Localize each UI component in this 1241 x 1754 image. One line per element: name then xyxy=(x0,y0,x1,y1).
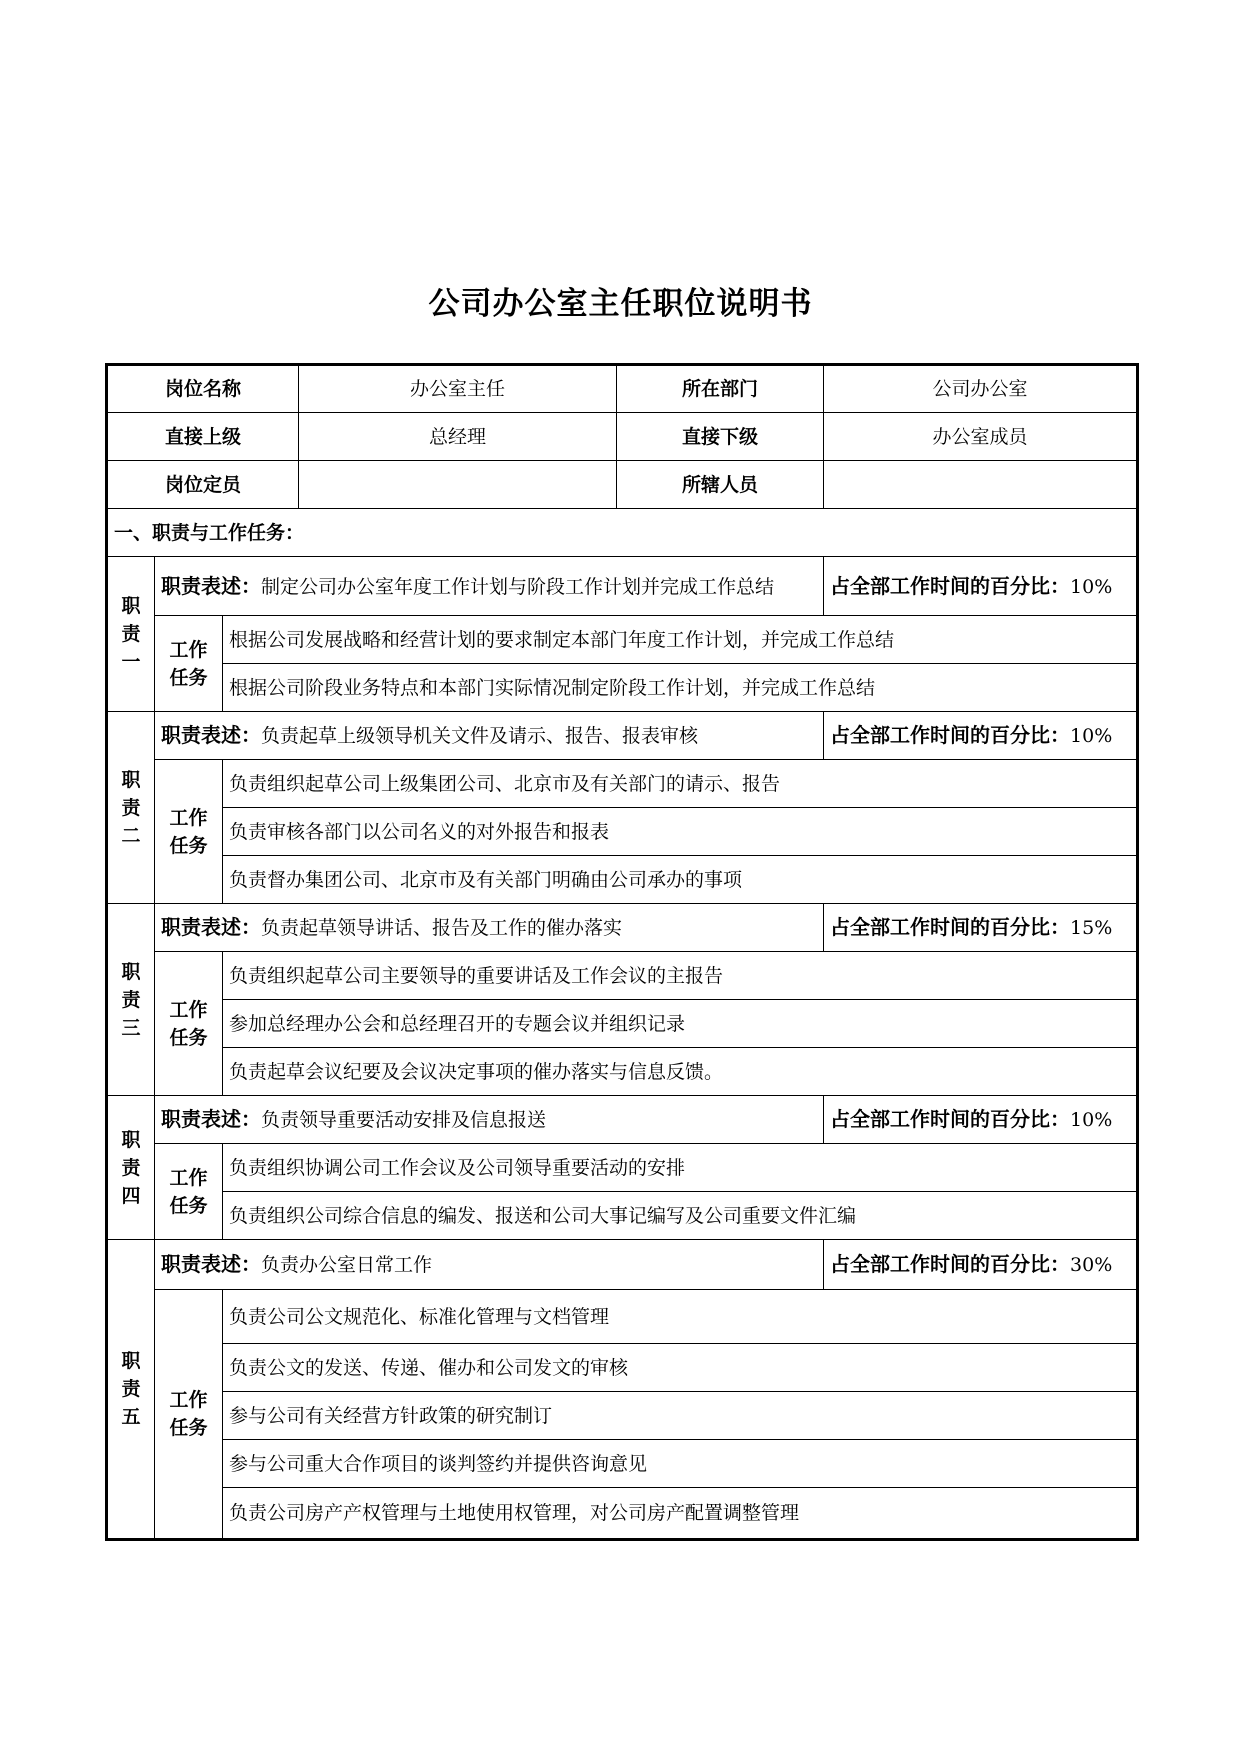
duty-5-task-1: 负责公司公文规范化、标准化管理与文档管理 xyxy=(223,1290,1138,1344)
duty-4-desc-cell xyxy=(155,1096,824,1144)
label-position: 岗位名称 xyxy=(107,365,299,413)
job-description-table xyxy=(105,363,1139,1541)
label-superior: 直接上级 xyxy=(107,413,299,461)
duty-3-task-row xyxy=(107,952,1138,1000)
duty-4-pct: 10% xyxy=(1070,1109,1113,1131)
duty-5-tasks-label xyxy=(155,1290,223,1540)
duty-2-task-row xyxy=(107,808,1138,856)
duty-4-desc: 负责领导重要活动安排及信息报送 xyxy=(261,1109,547,1131)
duty-3-tasks-label-text: 工作任务 xyxy=(169,998,208,1049)
duty-1-tasks-label xyxy=(155,616,223,712)
label-subordinate: 直接下级 xyxy=(617,413,824,461)
duty-4-task-row xyxy=(107,1144,1138,1192)
duty-4-task-1: 负责组织协调公司工作会议及公司领导重要活动的安排 xyxy=(223,1144,1138,1192)
section-row xyxy=(107,509,1138,557)
duty-2-pct: 10% xyxy=(1070,725,1113,747)
duty-3-task-row xyxy=(107,1048,1138,1096)
value-position: 办公室主任 xyxy=(299,365,617,413)
duty-5-task-4: 参与公司重大合作项目的谈判签约并提供咨询意见 xyxy=(223,1440,1138,1488)
duty-5-desc-label: 职责表述： xyxy=(161,1252,261,1276)
duty-5-name-text: 职责五 xyxy=(121,1350,141,1428)
duty-3-pct: 15% xyxy=(1070,917,1113,939)
label-staff: 所辖人员 xyxy=(617,461,824,509)
header-row-1 xyxy=(107,365,1138,413)
page-title: 公司办公室主任职位说明书 xyxy=(428,286,813,322)
duty-5-task-row xyxy=(107,1392,1138,1440)
duty-5-task-row xyxy=(107,1344,1138,1392)
duty-4-task-row xyxy=(107,1192,1138,1240)
duty-3-desc: 负责起草领导讲话、报告及工作的催办落实 xyxy=(261,917,623,939)
duty-1-name xyxy=(107,557,155,712)
duty-4-name-text: 职责四 xyxy=(121,1128,141,1207)
header-row-2 xyxy=(107,413,1138,461)
duty-3-pct-cell xyxy=(824,904,1138,952)
duty-2-task-row xyxy=(107,856,1138,904)
section-title: 一、职责与工作任务： xyxy=(107,509,1138,557)
value-staff xyxy=(824,461,1138,509)
duty-4-tasks-label xyxy=(155,1144,223,1240)
duty-1-name-text: 职责一 xyxy=(121,595,141,673)
duty-3-pct-label: 占全部工作时间的百分比： xyxy=(830,915,1071,939)
duty-5-tasks-label-text: 工作任务 xyxy=(169,1389,208,1439)
duty-4-desc-row xyxy=(107,1096,1138,1144)
duty-3-desc-label: 职责表述： xyxy=(161,915,261,939)
duty-4-name xyxy=(107,1096,155,1240)
duty-5-pct: 30% xyxy=(1070,1254,1113,1276)
duty-5-pct-label: 占全部工作时间的百分比： xyxy=(830,1252,1071,1276)
duty-5-name xyxy=(107,1240,155,1540)
duty-3-task-1: 负责组织起草公司主要领导的重要讲话及工作会议的主报告 xyxy=(223,952,1138,1000)
duty-1-task-row xyxy=(107,616,1138,664)
duty-3-desc-cell xyxy=(155,904,824,952)
duty-5-desc-cell xyxy=(155,1240,824,1290)
duty-1-desc-label: 职责表述： xyxy=(161,573,261,598)
header-row-3 xyxy=(107,461,1138,509)
duty-5-task-row xyxy=(107,1290,1138,1344)
duty-2-tasks-label-text: 工作任务 xyxy=(169,806,208,857)
duty-4-tasks-label-text: 工作任务 xyxy=(169,1166,208,1217)
value-department: 公司办公室 xyxy=(824,365,1138,413)
duty-1-task-1: 根据公司发展战略和经营计划的要求制定本部门年度工作计划，并完成工作总结 xyxy=(223,616,1138,664)
duty-1-tasks-label-text: 工作任务 xyxy=(169,638,208,689)
duty-3-desc-row xyxy=(107,904,1138,952)
duty-2-name-text: 职责二 xyxy=(121,768,141,847)
duty-1-desc-row xyxy=(107,557,1138,616)
duty-5-task-5: 负责公司房产产权管理与土地使用权管理，对公司房产配置调整管理 xyxy=(223,1488,1138,1540)
duty-4-pct-label: 占全部工作时间的百分比： xyxy=(830,1107,1071,1131)
duty-2-task-1: 负责组织起草公司上级集团公司、北京市及有关部门的请示、报告 xyxy=(223,760,1138,808)
duty-2-desc-cell xyxy=(155,712,824,760)
duty-1-pct: 10% xyxy=(1070,575,1113,598)
duty-3-tasks-label xyxy=(155,952,223,1096)
duty-2-task-2: 负责审核各部门以公司名义的对外报告和报表 xyxy=(223,808,1138,856)
value-superior: 总经理 xyxy=(299,413,617,461)
duty-1-task-2: 根据公司阶段业务特点和本部门实际情况制定阶段工作计划，并完成工作总结 xyxy=(223,664,1138,712)
duty-2-task-row xyxy=(107,760,1138,808)
duty-4-pct-cell xyxy=(824,1096,1138,1144)
label-department: 所在部门 xyxy=(617,365,824,413)
duty-5-task-row xyxy=(107,1488,1138,1540)
duty-2-desc-label: 职责表述： xyxy=(161,723,261,747)
value-subordinate: 办公室成员 xyxy=(824,413,1138,461)
duty-2-pct-label: 占全部工作时间的百分比： xyxy=(830,723,1071,747)
duty-2-tasks-label xyxy=(155,760,223,904)
duty-5-desc: 负责办公室日常工作 xyxy=(261,1254,433,1276)
duty-5-task-2: 负责公文的发送、传递、催办和公司发文的审核 xyxy=(223,1344,1138,1392)
duty-3-task-3: 负责起草会议纪要及会议决定事项的催办落实与信息反馈。 xyxy=(223,1048,1138,1096)
duty-5-desc-row xyxy=(107,1240,1138,1290)
duty-5-task-row xyxy=(107,1440,1138,1488)
label-headcount: 岗位定员 xyxy=(107,461,299,509)
duty-2-desc: 负责起草上级领导机关文件及请示、报告、报表审核 xyxy=(261,725,699,747)
duty-5-pct-cell xyxy=(824,1240,1138,1290)
duty-4-desc-label: 职责表述： xyxy=(161,1107,261,1131)
duty-2-name xyxy=(107,712,155,904)
duty-1-pct-label: 占全部工作时间的百分比： xyxy=(830,573,1071,598)
duty-4-task-2: 负责组织公司综合信息的编发、报送和公司大事记编写及公司重要文件汇编 xyxy=(223,1192,1138,1240)
duty-3-task-2: 参加总经理办公会和总经理召开的专题会议并组织记录 xyxy=(223,1000,1138,1048)
duty-1-desc: 制定公司办公室年度工作计划与阶段工作计划并完成工作总结 xyxy=(261,575,775,598)
duty-3-name-text: 职责三 xyxy=(121,960,141,1039)
duty-5-task-3: 参与公司有关经营方针政策的研究制订 xyxy=(223,1392,1138,1440)
duty-1-desc-cell xyxy=(155,557,824,616)
duty-2-desc-row xyxy=(107,712,1138,760)
duty-2-pct-cell xyxy=(824,712,1138,760)
duty-3-name xyxy=(107,904,155,1096)
duty-3-task-row xyxy=(107,1000,1138,1048)
duty-1-pct-cell xyxy=(824,557,1138,616)
duty-2-task-3: 负责督办集团公司、北京市及有关部门明确由公司承办的事项 xyxy=(223,856,1138,904)
duty-1-task-row xyxy=(107,664,1138,712)
value-headcount xyxy=(299,461,617,509)
